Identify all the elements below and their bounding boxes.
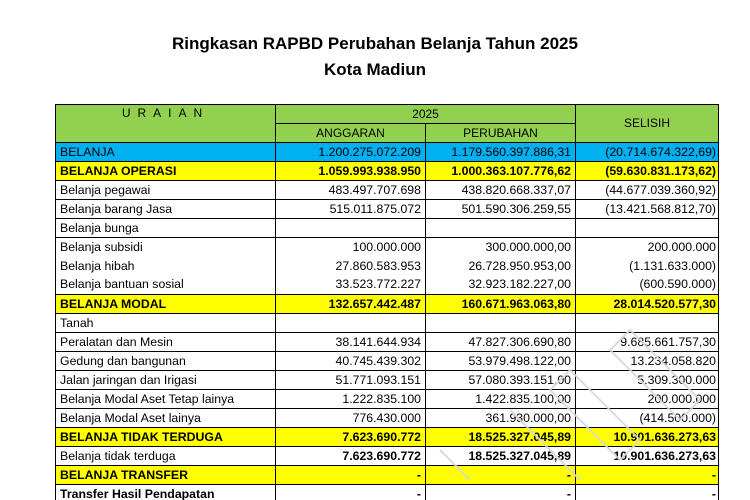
row-label: BELANJA MODAL xyxy=(56,295,276,314)
row-label: Belanja pegawai xyxy=(56,181,276,200)
anggaran-cell: 100.000.000 xyxy=(276,238,426,257)
anggaran-cell: 7.623.690.772 xyxy=(276,428,426,447)
anggaran-cell: 776.430.000 xyxy=(276,409,426,428)
row-label: BELANJA TIDAK TERDUGA xyxy=(56,428,276,447)
perubahan-cell xyxy=(426,219,576,238)
table-row xyxy=(56,143,719,162)
selisih-cell: 5.309.300.000 xyxy=(576,371,719,390)
perubahan-cell: 53.979.498.122,00 xyxy=(426,352,576,371)
selisih-cell: 200.000.000 xyxy=(576,238,719,257)
selisih-cell: (414.500.000) xyxy=(576,409,719,428)
row-label: Belanja subsidi xyxy=(56,238,276,257)
selisih-cell xyxy=(576,219,719,238)
perubahan-cell: 26.728.950.953,00 xyxy=(426,257,576,276)
budget-table xyxy=(55,104,719,500)
row-label: BELANJA TRANSFER xyxy=(56,466,276,485)
anggaran-cell xyxy=(276,219,426,238)
row-label: Belanja barang Jasa xyxy=(56,200,276,219)
row-label: Gedung dan bangunan xyxy=(56,352,276,371)
document-title: Ringkasan RAPBD Perubahan Belanja Tahun 2025 xyxy=(172,34,578,53)
anggaran-cell: 7.623.690.772 xyxy=(276,447,426,466)
anggaran-cell: 483.497.707.698 xyxy=(276,181,426,200)
anggaran-cell: 38.141.644.934 xyxy=(276,333,426,352)
row-label: Tanah xyxy=(56,314,276,333)
selisih-cell: (20.714.674.322,69) xyxy=(576,143,719,162)
table-row xyxy=(56,181,719,200)
selisih-cell: 10.901.636.273,63 xyxy=(576,428,719,447)
selisih-cell: 10.901.636.273,63 xyxy=(576,447,719,466)
table-row xyxy=(56,447,719,466)
table-row xyxy=(56,257,719,276)
perubahan-cell: 300.000.000,00 xyxy=(426,238,576,257)
anggaran-cell: 27.860.583.953 xyxy=(276,257,426,276)
row-label: BELANJA OPERASI xyxy=(56,162,276,181)
table-row xyxy=(56,428,719,447)
anggaran-cell: 132.657.442.487 xyxy=(276,295,426,314)
perubahan-cell: 1.179.560.397.886,31 xyxy=(426,143,576,162)
perubahan-cell: 47.827.306.690,80 xyxy=(426,333,576,352)
table-row xyxy=(56,333,719,352)
table-row xyxy=(56,409,719,428)
row-label: Belanja bunga xyxy=(56,219,276,238)
document-subtitle: Kota Madiun xyxy=(324,60,426,79)
table-row xyxy=(56,352,719,371)
table-row xyxy=(56,219,719,238)
row-label: Belanja bantuan sosial xyxy=(56,276,276,295)
selisih-cell: (44.677.039.360,92) xyxy=(576,181,719,200)
perubahan-cell: 361.930.000,00 xyxy=(426,409,576,428)
selisih-cell: 28.014.520.577,30 xyxy=(576,295,719,314)
selisih-cell xyxy=(576,314,719,333)
perubahan-cell: 32.923.182.227,00 xyxy=(426,276,576,295)
header-uraian: URAIAN xyxy=(56,105,276,143)
row-label: BELANJA xyxy=(56,143,276,162)
table-row xyxy=(56,295,719,314)
selisih-cell: - xyxy=(576,485,719,500)
selisih-cell: (13.421.568.812,70) xyxy=(576,200,719,219)
perubahan-cell: 18.525.327.045,89 xyxy=(426,428,576,447)
perubahan-cell: 1.000.363.107.776,62 xyxy=(426,162,576,181)
anggaran-cell: 33.523.772.227 xyxy=(276,276,426,295)
anggaran-cell: 1.059.993.938.950 xyxy=(276,162,426,181)
table-row xyxy=(56,466,719,485)
table-row xyxy=(56,314,719,333)
table-row xyxy=(56,276,719,295)
selisih-cell: 200.000.000 xyxy=(576,390,719,409)
perubahan-cell: 18.525.327.045,89 xyxy=(426,447,576,466)
anggaran-cell xyxy=(276,314,426,333)
table-row xyxy=(56,371,719,390)
header-year: 2025 xyxy=(276,105,576,124)
selisih-cell: (600.590.000) xyxy=(576,276,719,295)
perubahan-cell: 57.080.393.151,00 xyxy=(426,371,576,390)
row-label: Belanja tidak terduga xyxy=(56,447,276,466)
perubahan-cell: 438.820.668.337,07 xyxy=(426,181,576,200)
row-label: Belanja hibah xyxy=(56,257,276,276)
table-row xyxy=(56,200,719,219)
selisih-cell: 13.234.058.820 xyxy=(576,352,719,371)
row-label: Jalan jaringan dan Irigasi xyxy=(56,371,276,390)
selisih-cell: (1.131.633.000) xyxy=(576,257,719,276)
header-perubahan: PERUBAHAN xyxy=(426,124,576,143)
perubahan-cell: 501.590.306.259,55 xyxy=(426,200,576,219)
row-label: Belanja Modal Aset Tetap lainya xyxy=(56,390,276,409)
perubahan-cell xyxy=(426,314,576,333)
perubahan-cell: 160.671.963.063,80 xyxy=(426,295,576,314)
row-label: Belanja Modal Aset lainya xyxy=(56,409,276,428)
table-row xyxy=(56,485,719,500)
table-row xyxy=(56,162,719,181)
perubahan-cell: - xyxy=(426,485,576,500)
anggaran-cell: 1.200.275.072.209 xyxy=(276,143,426,162)
perubahan-cell: - xyxy=(426,466,576,485)
header-anggaran: ANGGARAN xyxy=(276,124,426,143)
anggaran-cell: - xyxy=(276,485,426,500)
anggaran-cell: - xyxy=(276,466,426,485)
perubahan-cell: 1.422.835.100,00 xyxy=(426,390,576,409)
header-selisih: SELISIH xyxy=(576,105,719,143)
anggaran-cell: 51.771.093.151 xyxy=(276,371,426,390)
row-label: Peralatan dan Mesin xyxy=(56,333,276,352)
selisih-cell: - xyxy=(576,466,719,485)
anggaran-cell: 515.011.875.072 xyxy=(276,200,426,219)
table-row xyxy=(56,390,719,409)
selisih-cell: 9.685.661.757,30 xyxy=(576,333,719,352)
anggaran-cell: 1.222.835.100 xyxy=(276,390,426,409)
table-row xyxy=(56,238,719,257)
selisih-cell: (59.630.831.173,62) xyxy=(576,162,719,181)
anggaran-cell: 40.745.439.302 xyxy=(276,352,426,371)
row-label: Transfer Hasil Pendapatan xyxy=(56,485,276,500)
